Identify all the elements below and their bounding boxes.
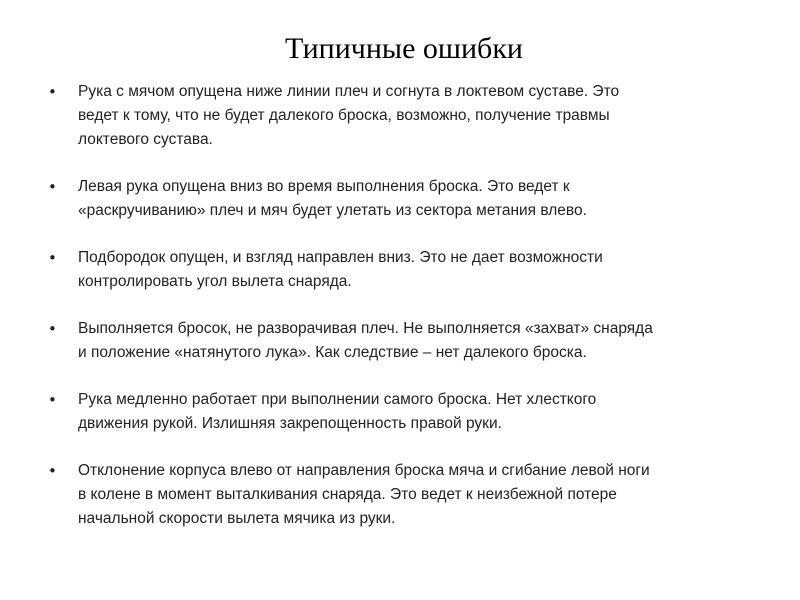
bullet-text-line: локтевого сустава. <box>78 131 213 148</box>
bullet-item <box>48 388 760 436</box>
bullet-text-line: и положение «натянутого лука». Как следствие – нет далекого броска. <box>78 344 587 361</box>
bullet-text-line: «раскручиванию» плеч и мяч будет улетать из сектора метания влево. <box>78 202 587 219</box>
bullet-icon: • <box>48 249 57 267</box>
bullet-text-line: Отклонение корпуса влево от направления броска мяча и сгибание левой ноги <box>78 462 650 479</box>
bullet-text-line: контролировать угол вылета снаряда. <box>78 273 352 290</box>
bullet-item <box>48 246 760 294</box>
bullet-icon: • <box>48 83 57 101</box>
bullet-list <box>48 80 760 531</box>
bullet-text-line: движения рукой. Излишняя закрепощенность правой руки. <box>78 415 502 432</box>
bullet-item <box>48 317 760 365</box>
bullet-item <box>48 80 760 152</box>
bullet-icon: • <box>48 391 57 409</box>
bullet-item <box>48 175 760 223</box>
bullet-text-line: начальной скорости вылета мячика из руки. <box>78 510 396 527</box>
bullet-text-line: Рука медленно работает при выполнении самого броска. Нет хлесткого <box>78 391 597 408</box>
bullet-text-line: Левая рука опущена вниз во время выполнения броска. Это ведет к <box>78 178 570 195</box>
bullet-icon: • <box>48 462 57 480</box>
bullet-text-line: Рука с мячом опущена ниже линии плеч и согнута в локтевом суставе. Это <box>78 83 620 100</box>
bullet-text-line: Выполняется бросок, не разворачивая плеч. Не выполняется «захват» снаряда <box>78 320 653 337</box>
bullet-text-line: ведет к тому, что не будет далекого броска, возможно, получение травмы <box>78 107 610 124</box>
bullet-icon: • <box>48 320 57 338</box>
slide-title: Типичные ошибки <box>285 32 523 65</box>
bullet-icon: • <box>48 178 57 196</box>
bullet-text-line: в колене в момент выталкивания снаряда. Это ведет к неизбежной потере <box>78 486 617 503</box>
bullet-text-line: Подбородок опущен, и взгляд направлен вниз. Это не дает возможности <box>78 249 603 266</box>
bullet-item <box>48 459 760 531</box>
